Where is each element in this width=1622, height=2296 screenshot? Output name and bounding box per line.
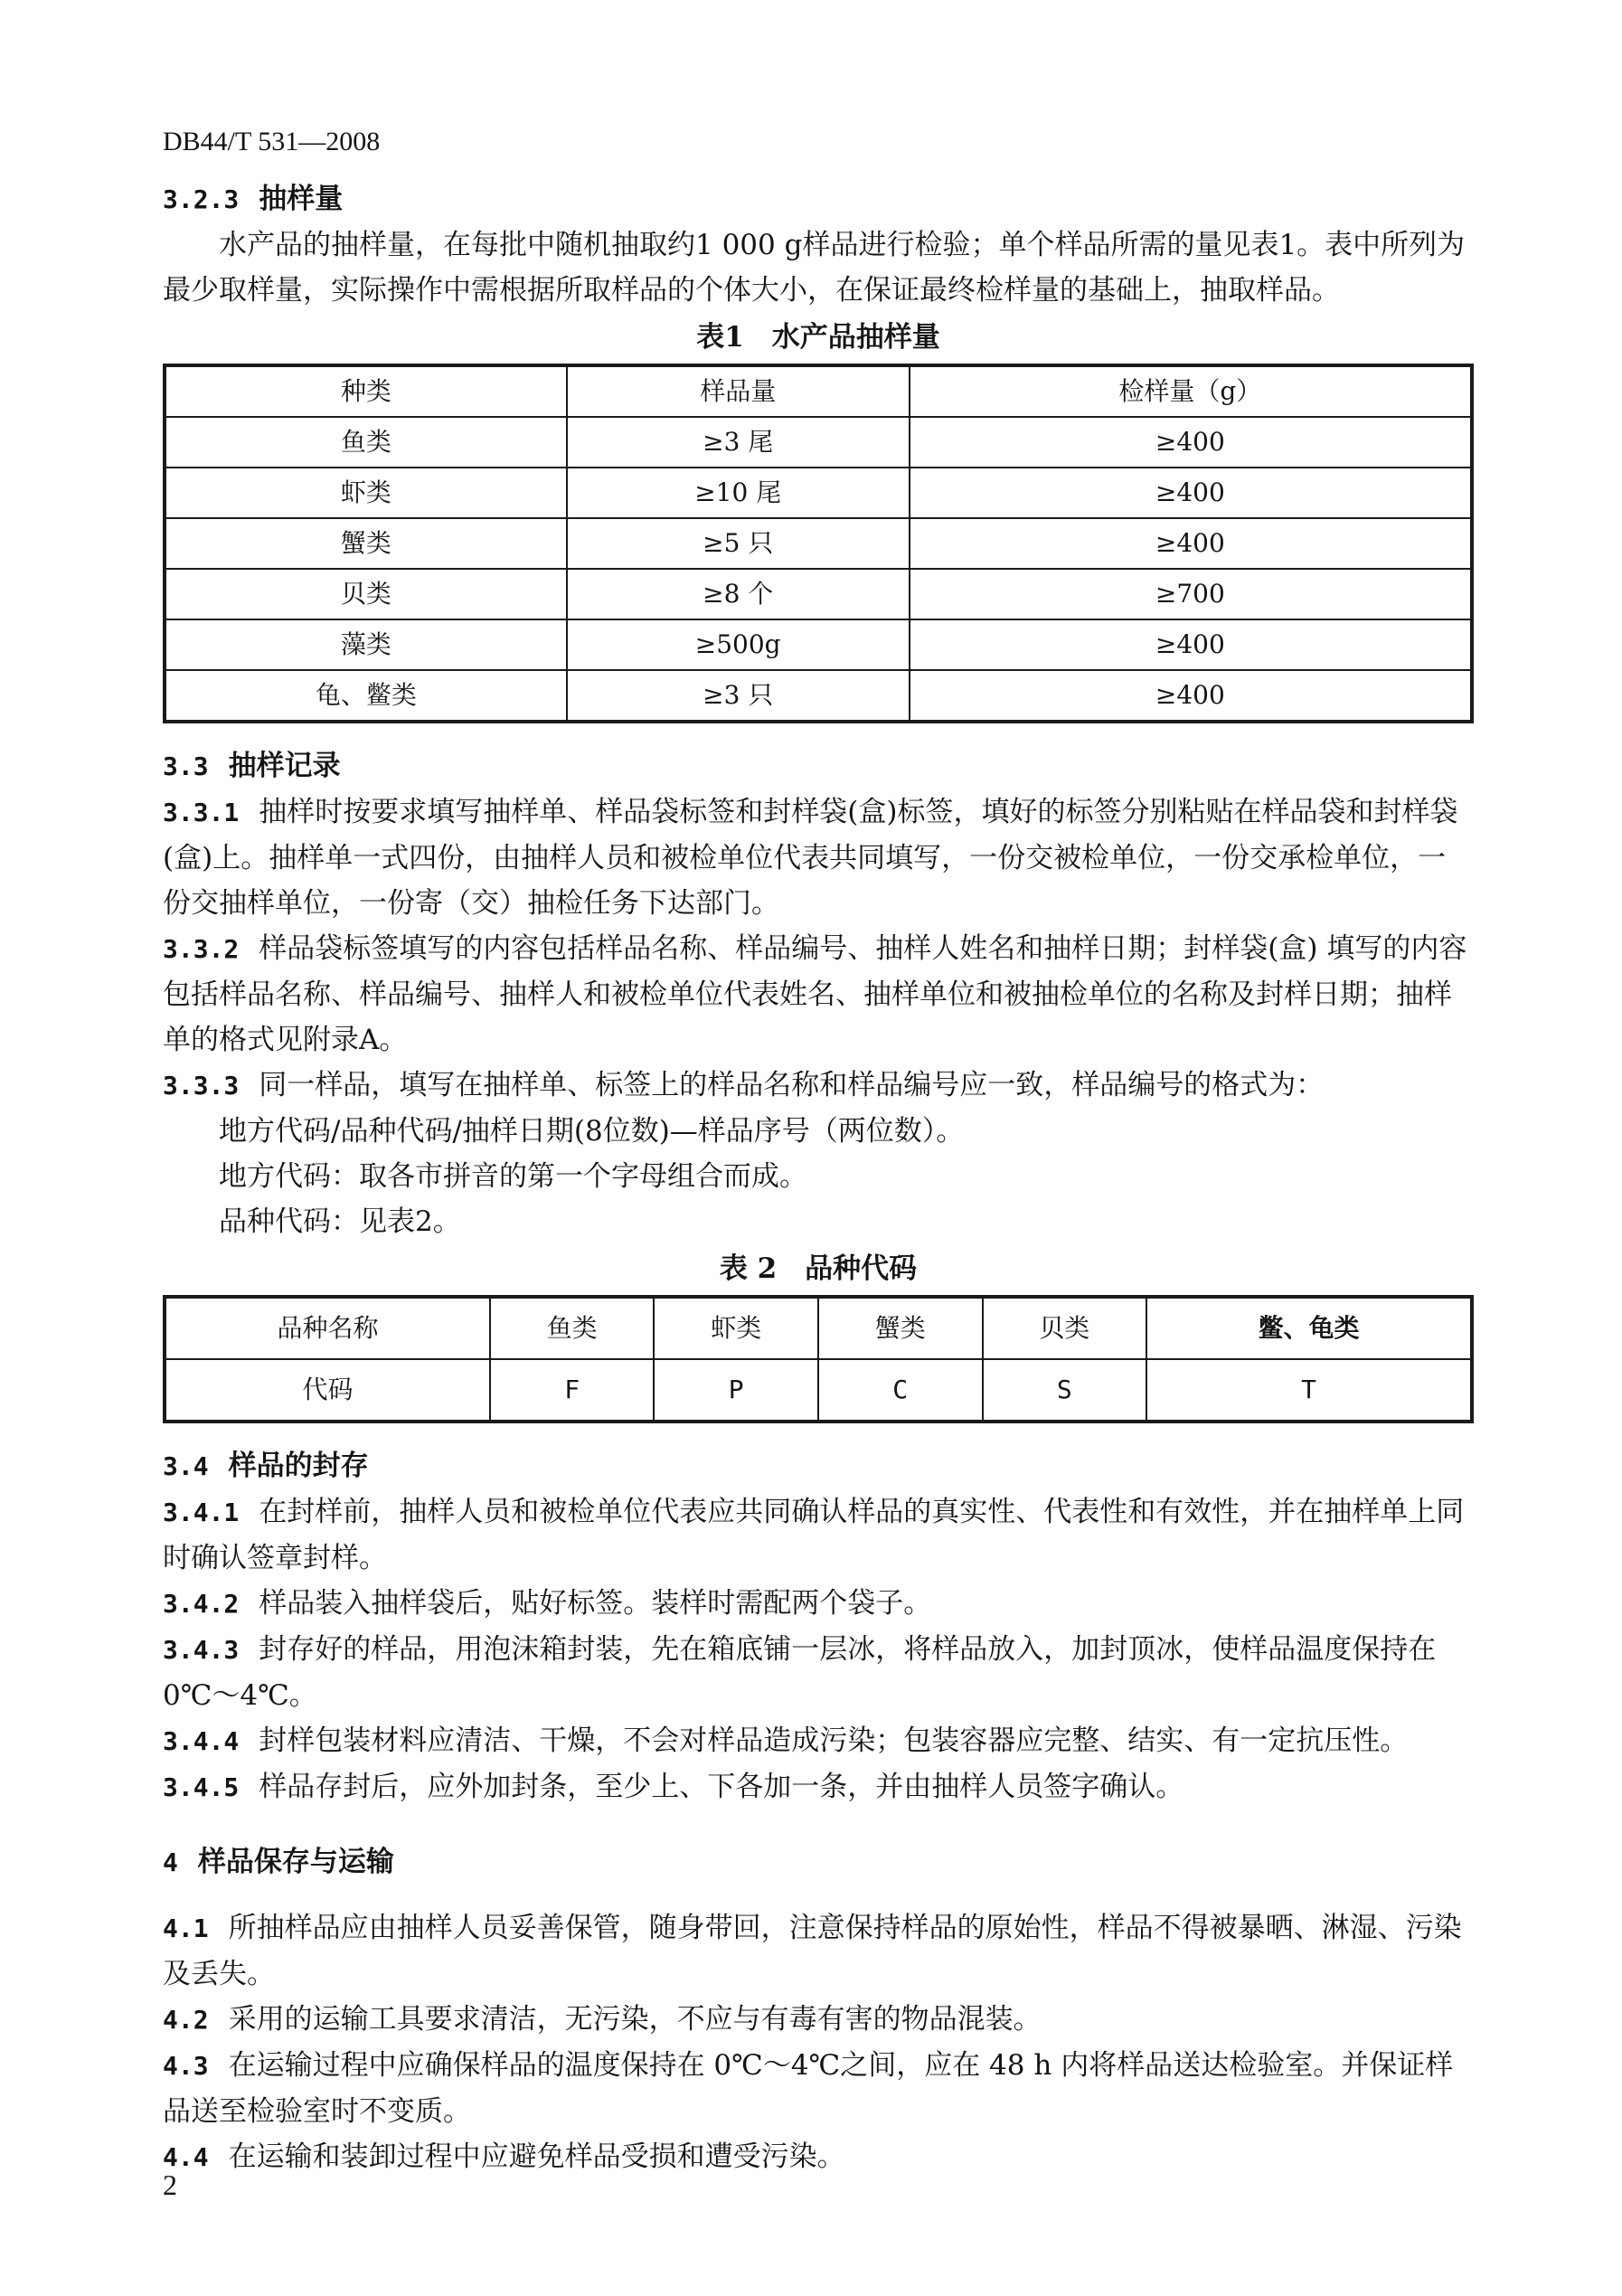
table-cell: 藻类 (165, 619, 567, 670)
variety-code-table (163, 1295, 1474, 1423)
clause-3-4-2 (163, 1581, 1474, 1627)
table-cell: ≥400 (910, 417, 1472, 468)
table-cell: ≥400 (910, 619, 1472, 670)
table-header-cell: 样品量 (567, 365, 910, 417)
table-cell: ≥400 (910, 518, 1472, 569)
section-heading-3-3 (163, 743, 1474, 789)
section-number: 4 (163, 1847, 178, 1877)
table-row (165, 670, 1472, 722)
paragraph: 水产品的抽样量，在每批中随机抽取约1 000 g样品进行检验；单个样品所需的量见表1。表中所列为最少取样量，实际操作中需根据所取样品的个体大小，在保证最终检样量的基础上，抽取样品。 (163, 229, 1466, 307)
clause-number: 3.4.1 (163, 1498, 240, 1527)
clause-text: 抽样时按要求填写抽样单、样品袋标签和封样袋(盒)标签，填好的标签分别粘贴在样品袋和封样袋(盒)上。抽样单一式四份，由抽样人员和被检单位代表共同填写，一份交被检单位，一份交承检单位，一份交抽样单位，一份寄（交）抽检任务下达部门。 (163, 796, 1458, 920)
section-number: 3.3 (163, 751, 209, 781)
section-heading-4 (163, 1839, 1474, 1885)
table-cell: ≥400 (910, 670, 1472, 722)
table1-caption: 表1 水产品抽样量 (696, 321, 940, 354)
table-cell: 鱼类 (165, 417, 567, 468)
clause-text: 样品袋标签填写的内容包括样品名称、样品编号、抽样人姓名和抽样日期；封样袋(盒) 填写的内容包括样品名称、样品编号、抽样人和被检单位代表姓名、抽样单位和被抽检单位的名称及封样日期；抽样单的格式见附录A。 (163, 932, 1467, 1056)
clause-4-4 (163, 2134, 1474, 2180)
table-row (165, 518, 1472, 569)
clause-3-4-5 (163, 1764, 1474, 1810)
variety-code-line: 品种代码：见表2。 (219, 1205, 461, 1238)
clause-4-1 (163, 1905, 1474, 1997)
section-title: 样品的封存 (228, 1450, 369, 1482)
clause-3-4-3 (163, 1627, 1474, 1718)
table-cell: 虾类 (654, 1297, 818, 1359)
document-header: DB44/T 531—2008 (163, 127, 381, 156)
table-cell: S (983, 1359, 1147, 1422)
clause-4-3 (163, 2043, 1474, 2134)
clause-text: 所抽样品应由抽样人员妥善保管，随身带回，注意保持样品的原始性，样品不得被暴晒、淋湿、污染及丢失。 (163, 1912, 1462, 1990)
clause-3-3-1 (163, 789, 1474, 926)
table-row (165, 1359, 1472, 1422)
table-row (165, 417, 1472, 468)
clause-4-2 (163, 1997, 1474, 2043)
clause-text: 样品装入抽样袋后，贴好标签。装样时需配两个袋子。 (259, 1587, 932, 1620)
section-heading-3-2-3 (163, 176, 1474, 222)
section-title: 抽样量 (259, 183, 344, 215)
table-header-cell: 检样量（g） (910, 365, 1472, 417)
clause-number: 3.4.2 (163, 1589, 240, 1619)
clause-text: 同一样品，填写在抽样单、标签上的样品名称和样品编号应一致，样品编号的格式为： (259, 1069, 1325, 1101)
clause-number: 3.3.1 (163, 798, 240, 827)
clause-3-3-3 (163, 1063, 1474, 1109)
clause-text: 在运输过程中应确保样品的温度保持在 0℃～4℃之间，应在 48 h 内将样品送达检验室。并保证样品送至检验室时不变质。 (163, 2049, 1454, 2128)
region-code-line: 地方代码：取各市拼音的第一个字母组合而成。 (219, 1160, 807, 1193)
table-cell: 虾类 (165, 468, 567, 518)
clause-text: 封存好的样品，用泡沫箱封装，先在箱底铺一层冰，将样品放入，加封顶冰，使样品温度保持在 0℃～4℃。 (163, 1633, 1437, 1712)
table-cell: ≥8 个 (567, 569, 910, 619)
clause-text: 样品存封后，应外加封条，至少上、下各加一条，并由抽样人员签字确认。 (259, 1771, 1184, 1803)
clause-3-3-2 (163, 926, 1474, 1063)
table-cell: ≥500g (567, 619, 910, 670)
clause-number: 3.4.3 (163, 1635, 240, 1665)
table-cell: F (490, 1359, 655, 1422)
table-cell: 龟、鳖类 (165, 670, 567, 722)
table-cell: ≥400 (910, 468, 1472, 518)
table-cell: T (1146, 1359, 1472, 1422)
table-cell: C (818, 1359, 983, 1422)
table-cell: 贝类 (165, 569, 567, 619)
table-cell: ≥10 尾 (567, 468, 910, 518)
table-cell: 代码 (165, 1359, 490, 1422)
table-header-cell: 种类 (165, 365, 567, 417)
table-cell: ≥700 (910, 569, 1472, 619)
table-cell: 鱼类 (490, 1297, 655, 1359)
section-title: 样品保存与运输 (197, 1846, 394, 1878)
table-cell: ≥5 只 (567, 518, 910, 569)
section-number: 3.4 (163, 1451, 209, 1481)
clause-text: 封样包装材料应清洁、干燥，不会对样品造成污染；包装容器应完整、结实、有一定抗压性。 (259, 1724, 1409, 1757)
clause-number: 3.4.5 (163, 1772, 240, 1802)
table-cell: 品种名称 (165, 1297, 490, 1359)
section-title: 抽样记录 (228, 750, 341, 782)
clause-3-4-4 (163, 1718, 1474, 1764)
clause-text: 采用的运输工具要求清洁，无污染，不应与有毒有害的物品混装。 (228, 2003, 1042, 2036)
table2-caption: 表 2 品种代码 (719, 1252, 918, 1285)
table-row (165, 468, 1472, 518)
clause-number: 4.1 (163, 1913, 209, 1943)
sampling-quantity-table (163, 364, 1474, 723)
section-heading-3-4 (163, 1443, 1474, 1489)
table-cell: 贝类 (983, 1297, 1147, 1359)
table-row (165, 619, 1472, 670)
table-cell: ≥3 只 (567, 670, 910, 722)
table-cell: 蟹类 (165, 518, 567, 569)
table-row (165, 1297, 1472, 1359)
table-cell: 蟹类 (818, 1297, 983, 1359)
clause-number: 3.4.4 (163, 1726, 240, 1756)
table-cell: 鳖、龟类 (1146, 1297, 1472, 1359)
code-format-line: 地方代码/品种代码/抽样日期(8位数)—样品序号（两位数）。 (219, 1115, 965, 1148)
clause-number: 4.4 (163, 2142, 209, 2172)
section-number: 3.2.3 (163, 184, 240, 214)
document-body (163, 176, 1474, 2180)
clause-number: 3.3.2 (163, 934, 240, 964)
table-cell: ≥3 尾 (567, 417, 910, 468)
clause-text: 在运输和装卸过程中应避免样品受损和遭受污染。 (228, 2140, 845, 2173)
clause-number: 4.3 (163, 2051, 209, 2081)
table-cell: P (654, 1359, 818, 1422)
table-header-row (165, 365, 1472, 417)
clause-text: 在封样前，抽样人员和被检单位代表应共同确认样品的真实性、代表性和有效性，并在抽样单上同时确认签章封样。 (163, 1496, 1465, 1574)
clause-number: 3.3.3 (163, 1071, 240, 1101)
page-number: 2 (163, 2168, 177, 2201)
clause-number: 4.2 (163, 2005, 209, 2035)
table-row (165, 569, 1472, 619)
clause-3-4-1 (163, 1489, 1474, 1581)
